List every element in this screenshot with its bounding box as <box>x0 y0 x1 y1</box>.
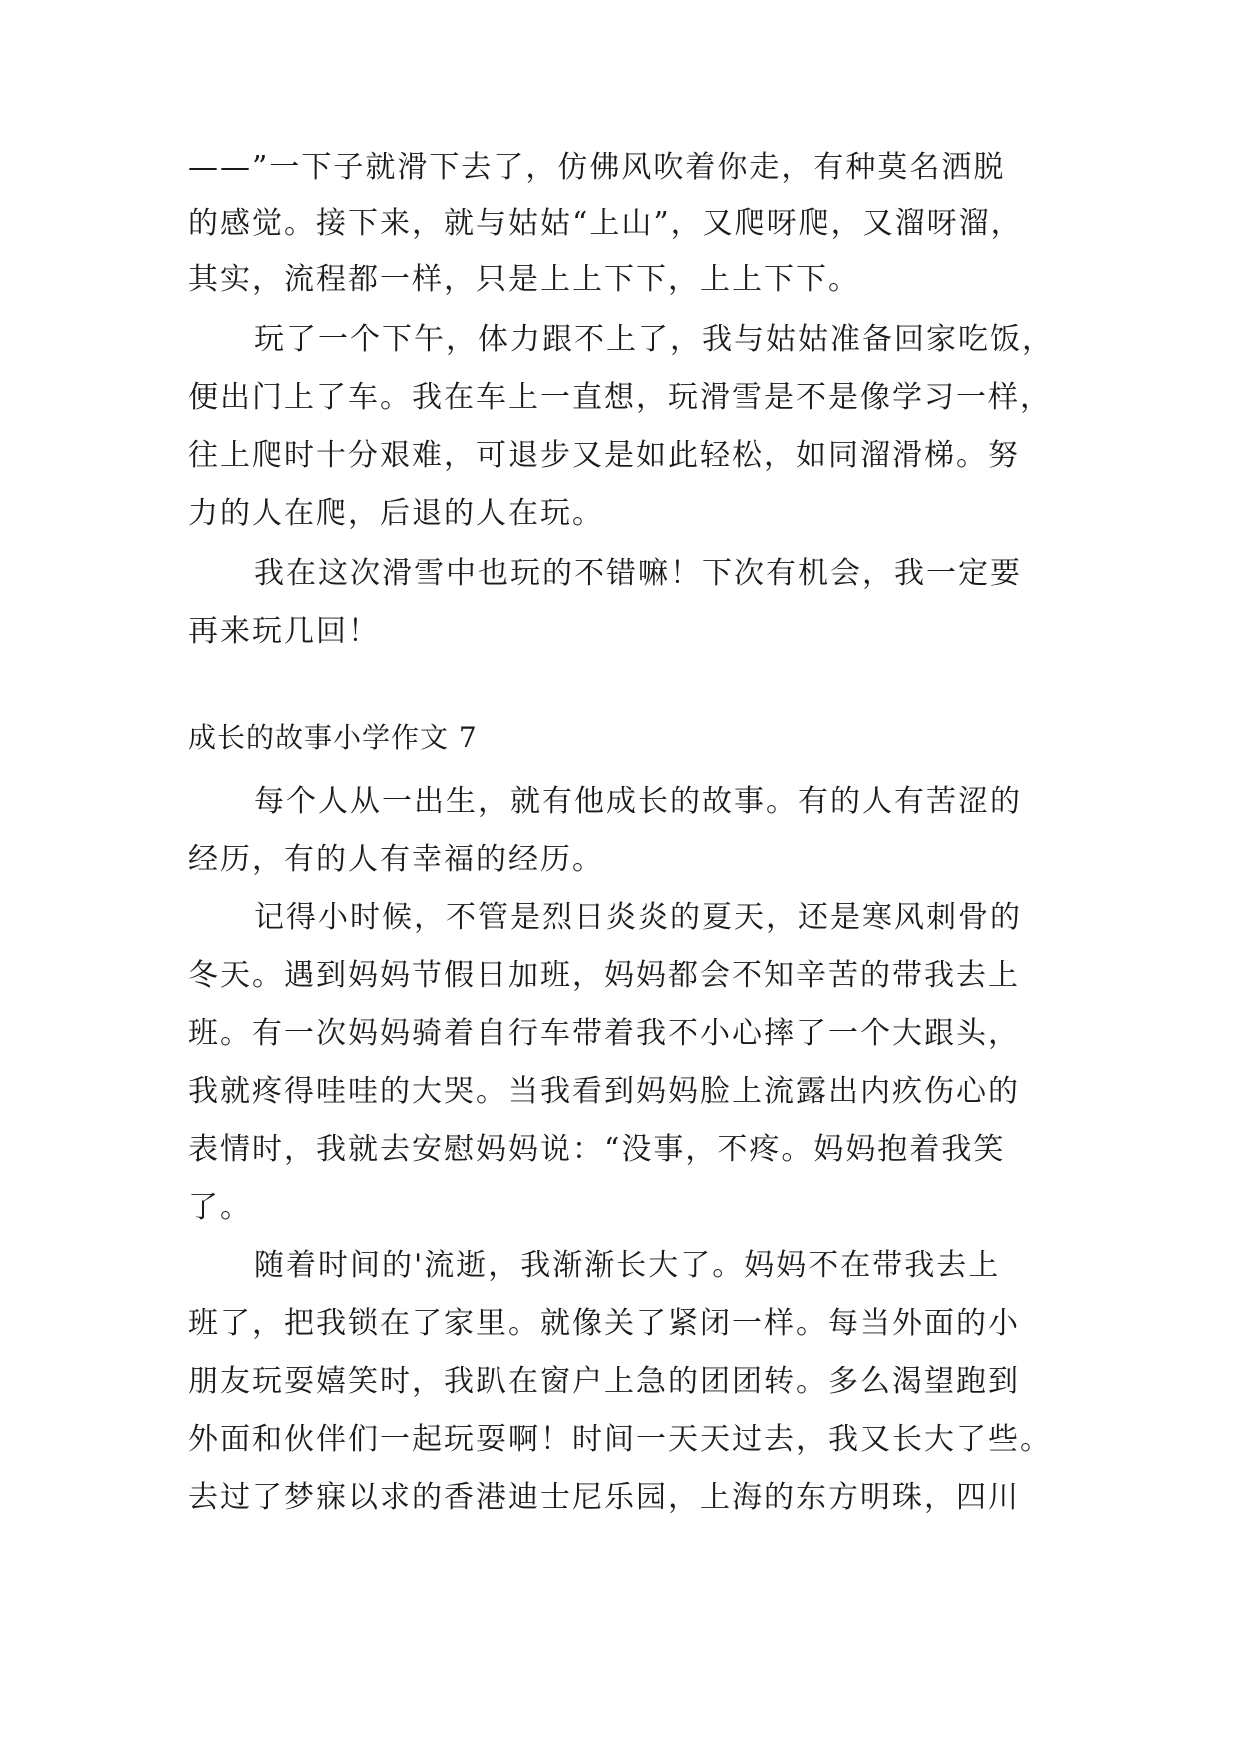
paragraph-line: 冬天。遇到妈妈节假日加班，妈妈都会不知辛苦的带我去上 <box>188 958 1020 993</box>
paragraph-line: 我在这次滑雪中也玩的不错嘛！下次有机会，我一定要 <box>254 556 1022 591</box>
paragraph-line: 外面和伙伴们一起玩耍啊！时间一天天过去，我又长大了些。 <box>188 1422 1052 1457</box>
paragraph-line: 班。有一次妈妈骑着自行车带着我不小心摔了一个大跟头， <box>188 1016 1020 1051</box>
paragraph-line: 经历，有的人有幸福的经历。 <box>188 842 604 877</box>
paragraph-line: 记得小时候，不管是烈日炎炎的夏天，还是寒风刺骨的 <box>254 900 1022 935</box>
paragraph-line: ——”一下子就滑下去了，仿佛风吹着你走，有种莫名洒脱 <box>188 150 1006 185</box>
paragraph-line: 力的人在爬，后退的人在玩。 <box>188 496 604 531</box>
paragraph-line: 往上爬时十分艰难，可退步又是如此轻松，如同溜滑梯。努 <box>188 438 1020 473</box>
paragraph-line: 便出门上了车。我在车上一直想，玩滑雪是不是像学习一样， <box>188 380 1052 415</box>
paragraph-line: 了。 <box>188 1190 252 1225</box>
paragraph-line: 的感觉。接下来，就与姑姑“上山”，又爬呀爬，又溜呀溜， <box>188 206 1023 241</box>
paragraph-line: 班了，把我锁在了家里。就像关了紧闭一样。每当外面的小 <box>188 1306 1020 1341</box>
paragraph-line: 随着时间的'流逝，我渐渐长大了。妈妈不在带我去上 <box>254 1248 1001 1283</box>
paragraph-line: 去过了梦寐以求的香港迪士尼乐园，上海的东方明珠，四川 <box>188 1480 1020 1515</box>
paragraph-line: 我就疼得哇哇的大哭。当我看到妈妈脸上流露出内疚伤心的 <box>188 1074 1020 1109</box>
paragraph-line: 再来玩几回！ <box>188 614 380 649</box>
paragraph-line: 表情时，我就去安慰妈妈说：“没事，不疼。妈妈抱着我笑 <box>188 1132 1006 1167</box>
paragraph-line: 玩了一个下午，体力跟不上了，我与姑姑准备回家吃饭， <box>254 322 1054 357</box>
paragraph-line: 其实，流程都一样，只是上上下下，上上下下。 <box>188 262 860 297</box>
paragraph-line: 每个人从一出生，就有他成长的故事。有的人有苦涩的 <box>254 784 1022 819</box>
section-title: 成长的故事小学作文 7 <box>188 721 478 754</box>
paragraph-line: 朋友玩耍嬉笑时，我趴在窗户上急的团团转。多么渴望跑到 <box>188 1364 1020 1399</box>
